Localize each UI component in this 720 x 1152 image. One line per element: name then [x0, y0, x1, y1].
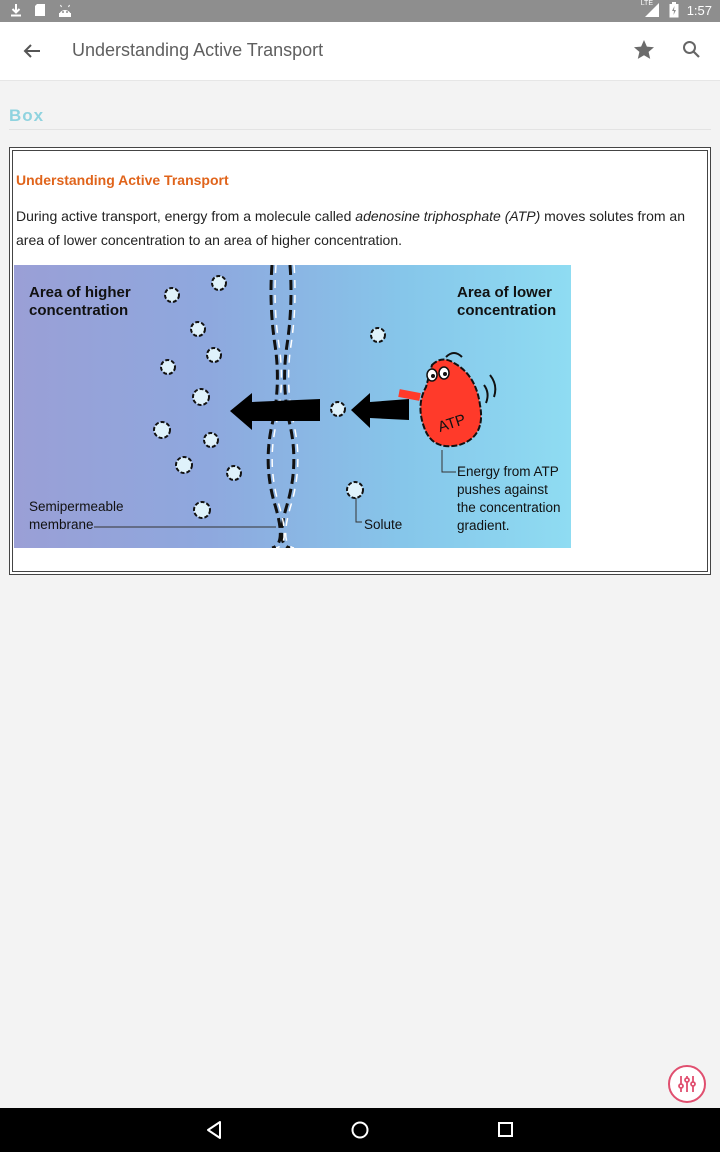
page-title: Understanding Active Transport — [72, 40, 324, 60]
nav-recents-icon — [494, 1118, 518, 1142]
box-body-text — [16, 205, 706, 252]
active-transport-illustration — [14, 265, 571, 548]
nav-home-icon — [348, 1118, 372, 1142]
status-bar — [0, 0, 720, 22]
favorite-button[interactable] — [630, 36, 658, 64]
arrow-through-membrane — [230, 393, 320, 430]
atp-label: ATP — [435, 411, 468, 436]
status-right-icons — [640, 0, 712, 18]
energy-from-atp-label: Energy from ATP pushes against the concentration gradient. — [457, 464, 561, 533]
equalizer-icon — [670, 1067, 704, 1101]
search-button[interactable] — [678, 36, 706, 64]
box-title: Understanding Active Transport — [16, 172, 229, 188]
back-arrow-icon — [18, 37, 46, 65]
arrow-pushed-solute — [351, 393, 409, 428]
higher-concentration-label: Area of higher concentration — [29, 284, 131, 319]
section-divider — [9, 129, 711, 130]
app-bar — [0, 22, 720, 81]
back-button[interactable] — [18, 37, 46, 65]
nav-back-icon — [202, 1118, 226, 1142]
box-text-part-2: moves solutes from an area of lower concentration to an area of higher concentration. — [16, 208, 685, 248]
search-icon — [678, 36, 706, 64]
lower-concentration-label: Area of lower concentration — [457, 284, 557, 319]
membrane-label: Semipermeable membrane — [29, 499, 124, 532]
section-label: Box — [9, 106, 45, 125]
star-icon — [630, 36, 658, 64]
nav-recents-button[interactable] — [494, 1118, 518, 1142]
nav-back-button[interactable] — [202, 1118, 226, 1142]
battery-icon — [669, 2, 679, 18]
download-icon — [10, 3, 22, 17]
android-icon — [58, 4, 72, 17]
lte-signal-icon: LTE — [643, 2, 661, 18]
box-text-italic: adenosine triphosphate (ATP) — [355, 208, 541, 224]
status-time: 1:57 — [686, 2, 712, 18]
solute-label: Solute — [364, 517, 403, 532]
box-text-part-1: During active transport, energy from a molecule called — [16, 208, 356, 224]
settings-fab-button[interactable] — [668, 1065, 706, 1103]
sd-card-icon — [34, 3, 46, 17]
nav-home-button[interactable] — [348, 1118, 372, 1142]
status-left-icons — [10, 3, 72, 17]
system-nav-bar — [0, 1108, 720, 1152]
